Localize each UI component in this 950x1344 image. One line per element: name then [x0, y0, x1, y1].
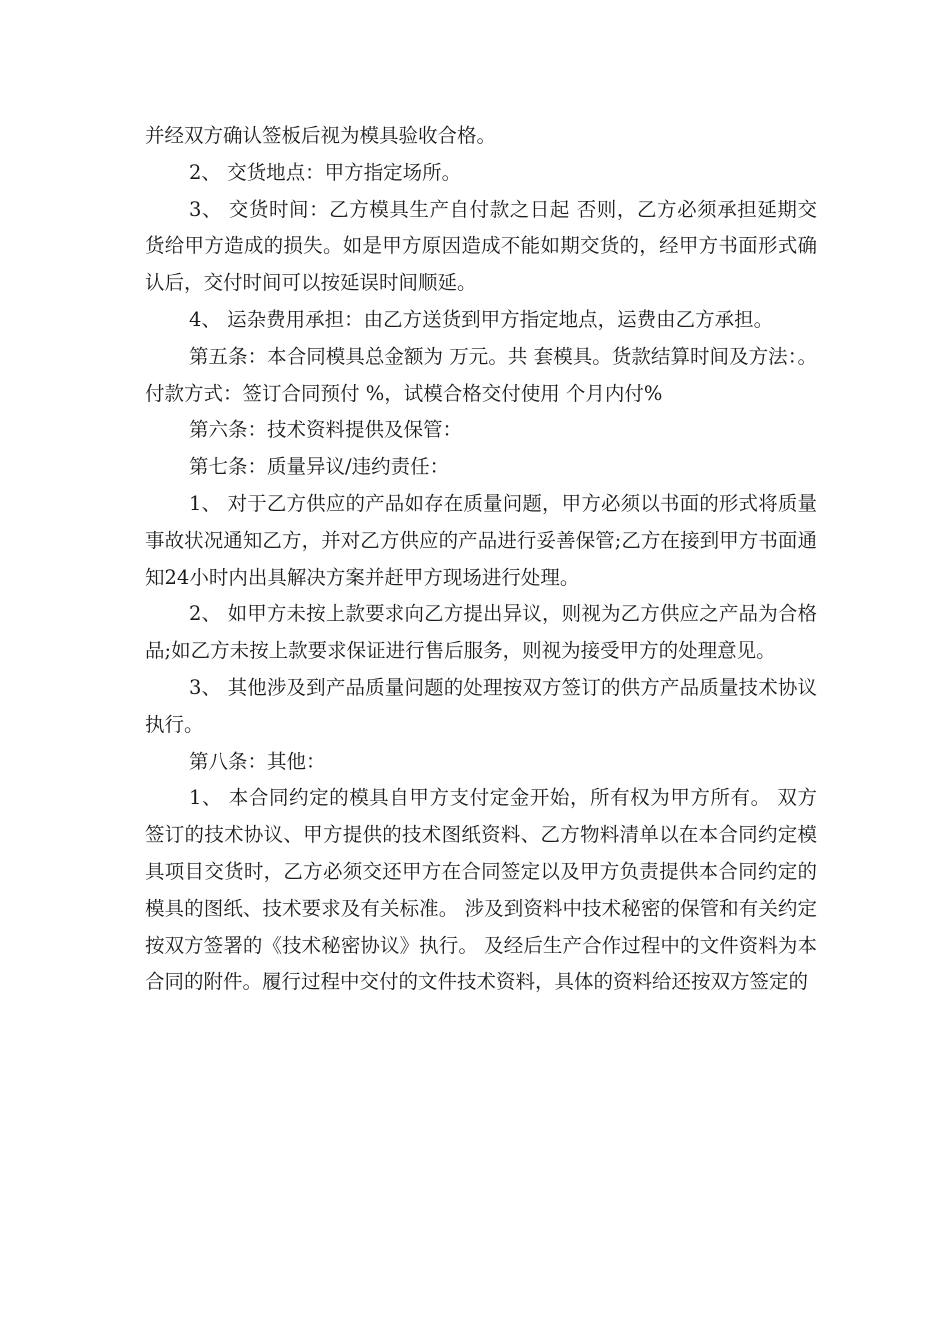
paragraph-10: 3、 其他涉及到产品质量问题的处理按双方签订的供方产品质量技术协议执行。	[145, 675, 817, 736]
paragraph-9: 2、 如甲方未按上款要求向乙方提出异议，则视为乙方供应之产品为合格品;如乙方未按上款要求保证进行售后服务，则视为接受甲方的处理意见。	[145, 602, 817, 663]
paragraph-2: 2、 交货地点：甲方指定场所。	[189, 160, 462, 184]
paragraph-5: 第五条：本合同模具总金额为 万元。共 套模具。货款结算时间及方法：。付款方式：签订合同预付 %，试模合格交付使用 个月内付%	[145, 344, 817, 405]
document-body	[145, 118, 817, 1001]
paragraph-3: 3、 交货时间：乙方模具生产自付款之日起 否则，乙方必须承担延期交货给甲方造成的损失。如是甲方原因造成不能如期交货的，经甲方书面形式确认后，交付时间可以按延误时间顺延。	[145, 197, 817, 295]
paragraph-7: 第七条：质量异议/违约责任：	[189, 455, 450, 479]
paragraph-8: 1、 对于乙方供应的产品如存在质量问题，甲方必须以书面的形式将质量事故状况通知乙方，并对乙方供应的产品进行妥善保管;乙方在接到甲方书面通知24小时内出具解决方案并赶甲方现场进行处理。	[145, 491, 817, 589]
paragraph-4: 4、 运杂费用承担：由乙方送货到甲方指定地点，运费由乙方承担。	[189, 307, 774, 331]
paragraph-11: 第八条：其他：	[189, 749, 326, 773]
paragraph-12: 1、 本合同约定的模具自甲方支付定金开始，所有权为甲方所有。 双方签订的技术协议、甲方提供的技术图纸资料、乙方物料清单以在本合同约定模具项目交货时，乙方必须交还甲方在合同签定以及甲方负责提供本合同约定的模具的图纸、技术要求及有关标准。 涉及到资料中技术秘密的保管和有关约定按双方签署的《技术秘密协议》执行。 及经后生产合作过程中的文件资料为本合同的附件。履行过程中交付的文件技术资料，具体的资料给还按双方签定的	[145, 786, 817, 994]
paragraph-6: 第六条：技术资料提供及保管：	[189, 418, 463, 442]
paragraph-1: 并经双方确认签板后视为模具验收合格。	[145, 124, 497, 147]
